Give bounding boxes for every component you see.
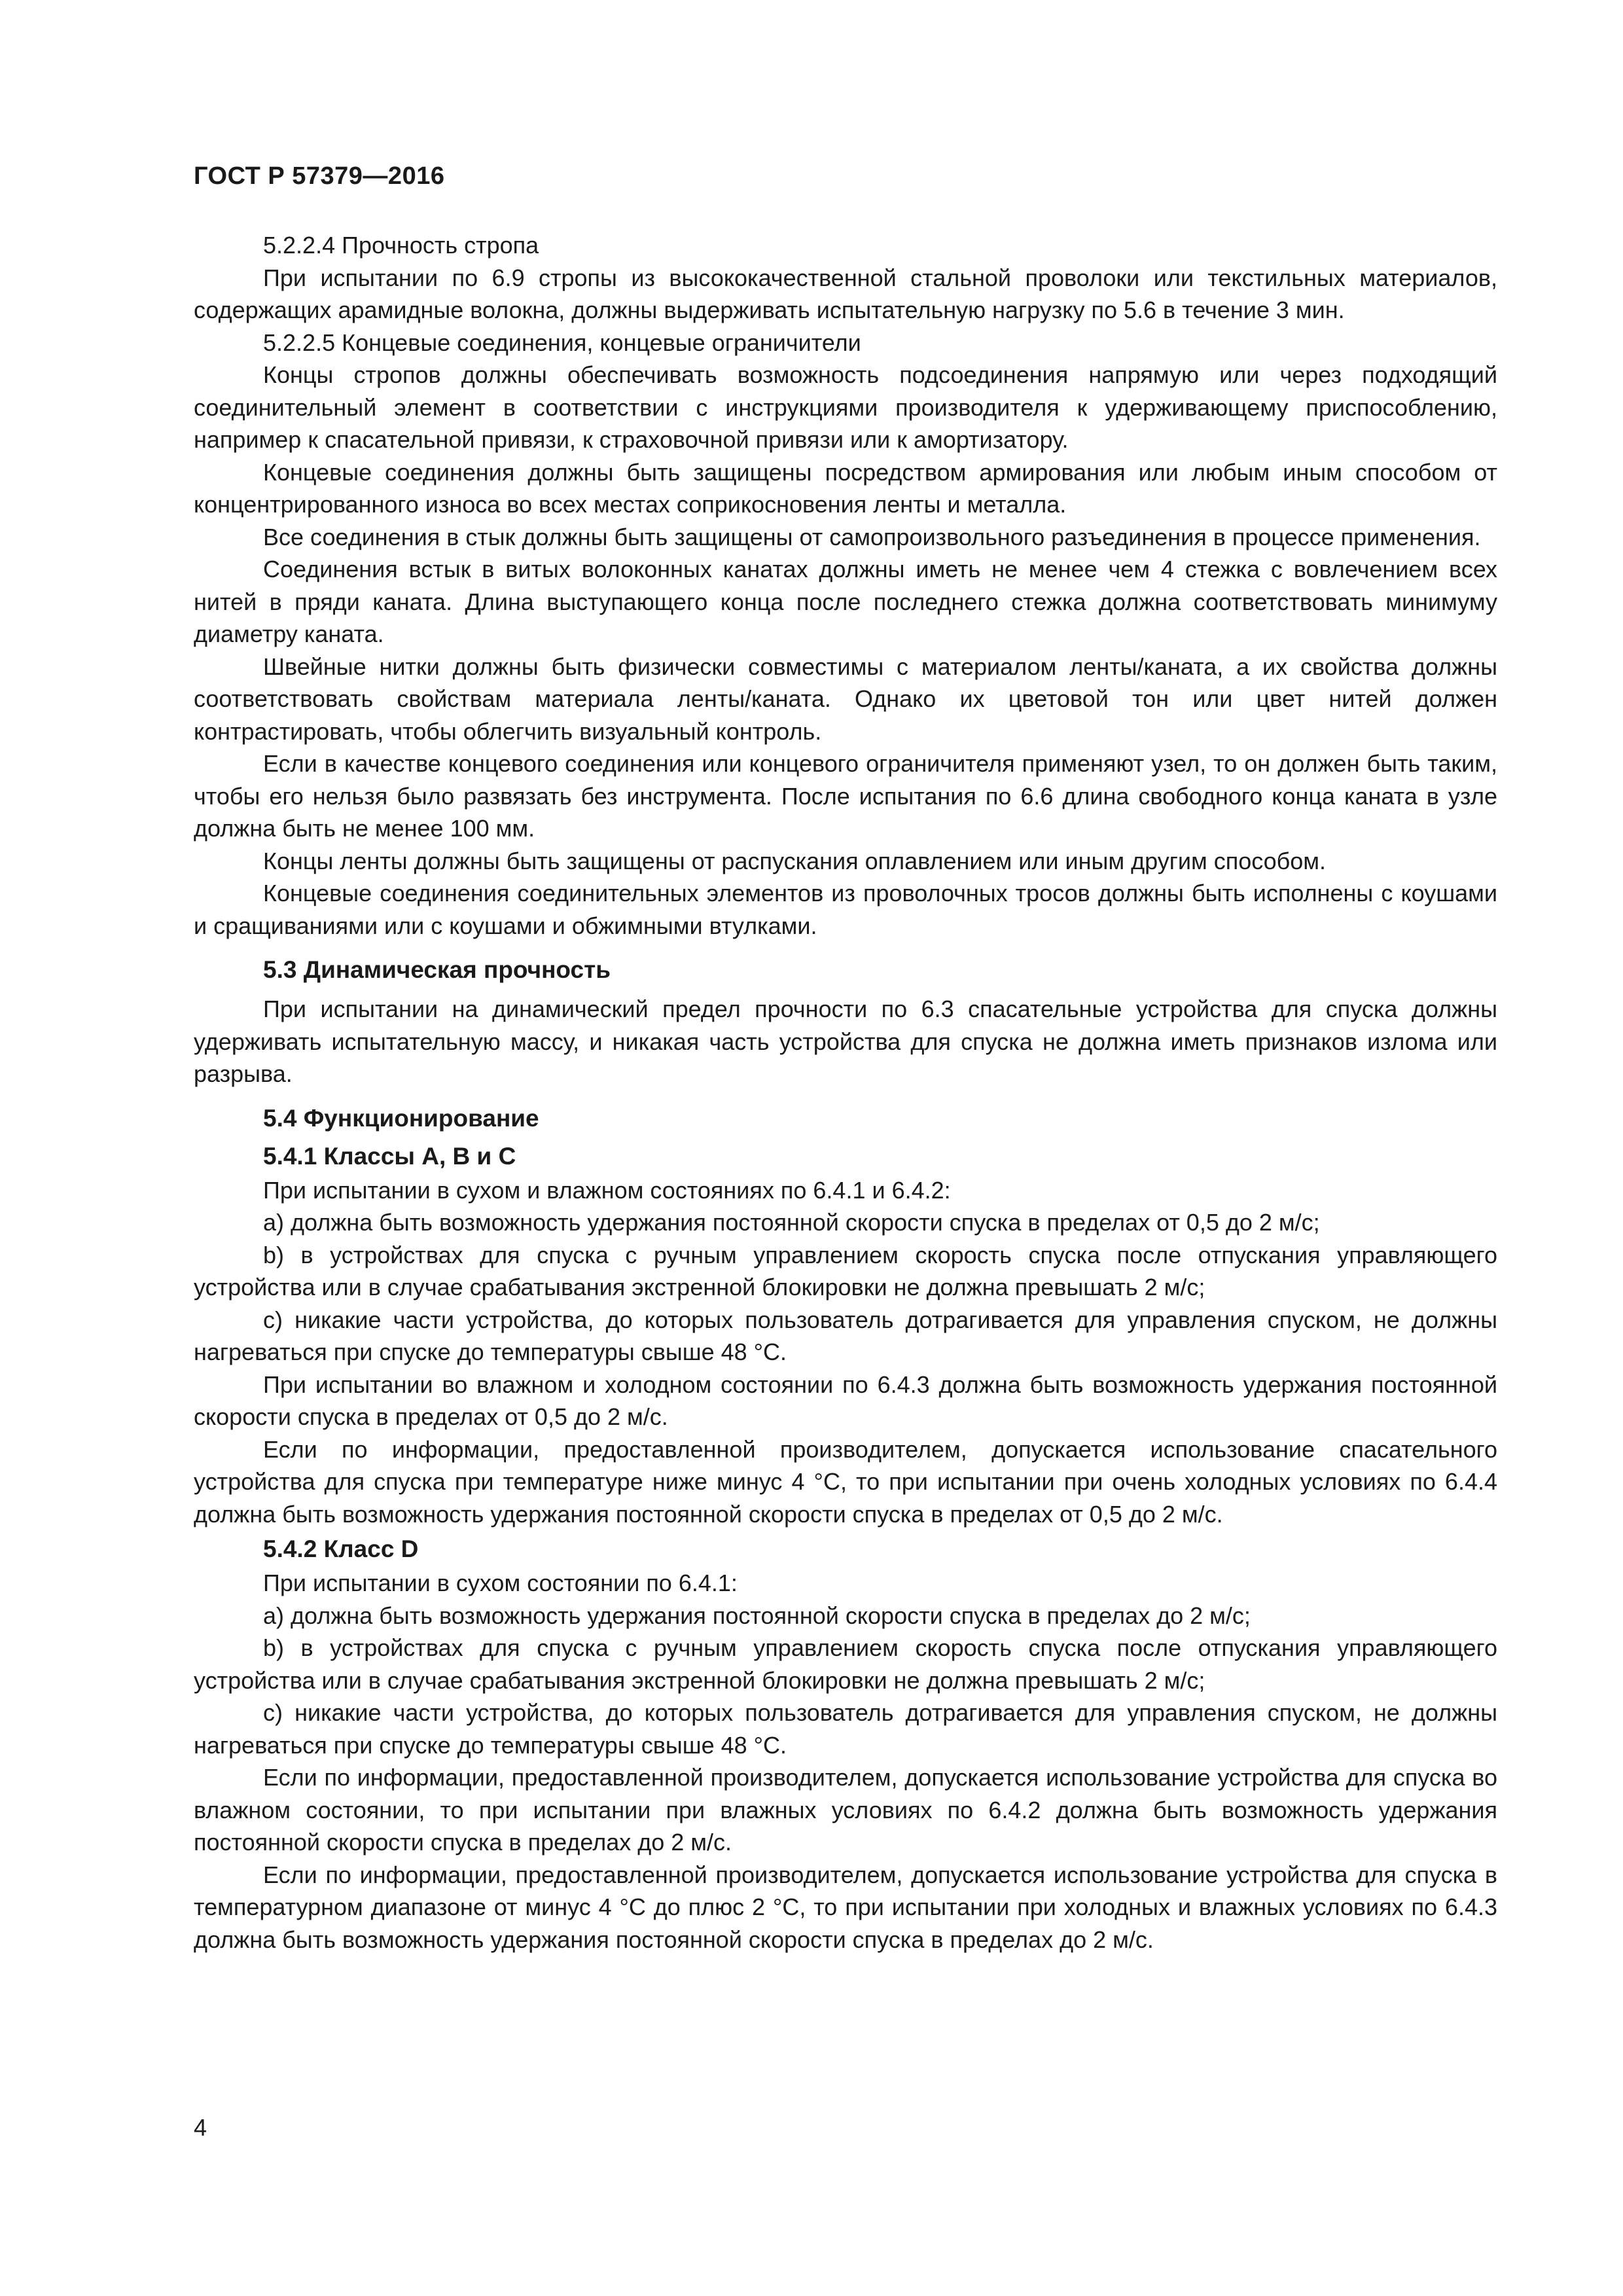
paragraph: Если по информации, предоставленной производителем, допускается использование устройства для спуска во влажном состоянии, то при испытании при влажных условиях по 6.4.2 должна быть возможность удержания постоянной скорости спуска в пределах до 2 м/с. — [194, 1764, 1497, 1856]
document-body — [194, 229, 1497, 1956]
section-5-2-2-5-title: 5.2.2.5 Концевые соединения, концевые ограничители — [263, 329, 861, 356]
list-item: a) должна быть возможность удержания постоянной скорости спуска в пределах до 2 м/с; — [263, 1602, 1251, 1629]
list-item: c) никакие части устройства, до которых пользователь дотрагивается для управления спуском, не должны нагреваться при спуске до температуры свыше 48 °C. — [194, 1699, 1497, 1759]
section-5-4-1-heading: 5.4.1 Классы А, В и С — [263, 1142, 516, 1170]
section-5-3-heading: 5.3 Динамическая прочность — [263, 956, 611, 983]
paragraph: При испытании по 6.9 стропы из высококачественной стальной проволоки или текстильных материалов, содержащих арамидные волокна, должны выдерживать испытательную нагрузку по 5.6 в течение 3 мин. — [194, 264, 1497, 323]
paragraph: Если по информации, предоставленной производителем, допускается использование устройства для спуска в температурном диапазоне от минус 4 °C до плюс 2 °C, то при испытании при холодных и влажных условиях по 6.4.3 должна быть возможность удержания постоянной скорости спуска в пределах до 2 м/с. — [194, 1861, 1497, 1953]
paragraph: Если в качестве концевого соединения или концевого ограничителя применяют узел, то он должен быть таким, чтобы его нельзя было развязать без инструмента. После испытания по 6.6 длина свободного конца каната в узле должна быть не менее 100 мм. — [194, 750, 1497, 842]
paragraph: Все соединения в стык должны быть защищены от самопроизвольного разъединения в процессе применения. — [263, 523, 1481, 550]
section-5-2-2-4-title: 5.2.2.4 Прочность стропа — [263, 232, 539, 259]
paragraph: Концевые соединения соединительных элементов из проволочных тросов должны быть исполнены с коушами и сращиваниями или с коушами и обжимными втулками. — [194, 880, 1497, 939]
paragraph: Соединения встык в витых волоконных канатах должны иметь не менее чем 4 стежка с вовлечением всех нитей в пряди каната. Длина выступающего конца после последнего стежка должна соответствовать минимуму диаметру каната. — [194, 556, 1497, 647]
list-item: b) в устройствах для спуска с ручным управлением скорость спуска после отпускания управляющего устройства или в случае срабатывания экстренной блокировки не должна превышать 2 м/с; — [194, 1634, 1497, 1694]
list-item: a) должна быть возможность удержания постоянной скорости спуска в пределах от 0,5 до 2 м/с; — [263, 1209, 1320, 1236]
paragraph: При испытании в сухом состоянии по 6.4.1: — [263, 1570, 738, 1596]
paragraph: При испытании во влажном и холодном состоянии по 6.4.3 должна быть возможность удержания постоянной скорости спуска в пределах от 0,5 до 2 м/с. — [194, 1371, 1497, 1430]
paragraph: Концевые соединения должны быть защищены посредством армирования или любым иным способом от концентрированного износа во всех местах соприкосновения ленты и металла. — [194, 458, 1497, 518]
page-number: 4 — [194, 2114, 207, 2141]
paragraph: Если по информации, предоставленной производителем, допускается использование спасательного устройства для спуска при температуре ниже минус 4 °C, то при испытании при очень холодных условиях по 6.4.4 должна быть возможность удержания постоянной скорости спуска в пределах от 0,5 до 2 м/с. — [194, 1435, 1497, 1528]
paragraph: При испытании в сухом и влажном состояниях по 6.4.1 и 6.4.2: — [263, 1176, 951, 1204]
document-id-header: ГОСТ Р 57379—2016 — [194, 162, 445, 190]
paragraph: Швейные нитки должны быть физически совместимы с материалом ленты/каната, а их свойства должны соответствовать свойствам материала ленты/каната. Однако их цветовой тон или цвет нитей должен контрастировать, чтобы облегчить визуальный контроль. — [194, 653, 1497, 745]
paragraph: При испытании на динамический предел прочности по 6.3 спасательные устройства для спуска должны удерживать испытательную массу, и никакая часть устройства для спуска не должна иметь признаков излома или разрыва. — [194, 996, 1497, 1087]
paragraph: Концы ленты должны быть защищены от распускания оплавлением или иным другим способом. — [263, 847, 1327, 874]
paragraph: Концы стропов должны обеспечивать возможность подсоединения напрямую или через подходящий соединительный элемент в соответствии с инструкциями производителя к удерживающему приспособлению, например к спасательной привязи, к страховочной привязи или к амортизатору. — [194, 361, 1497, 453]
section-5-4-heading: 5.4 Функционирование — [263, 1104, 539, 1132]
list-item: b) в устройствах для спуска с ручным управлением скорость спуска после отпускания управляющего устройства или в случае срабатывания экстренной блокировки не должна превышать 2 м/с; — [194, 1241, 1497, 1300]
list-item: c) никакие части устройства, до которых пользователь дотрагивается для управления спуском, не должны нагреваться при спуске до температуры свыше 48 °C. — [194, 1306, 1497, 1365]
section-5-4-2-heading: 5.4.2 Класс D — [263, 1535, 419, 1562]
